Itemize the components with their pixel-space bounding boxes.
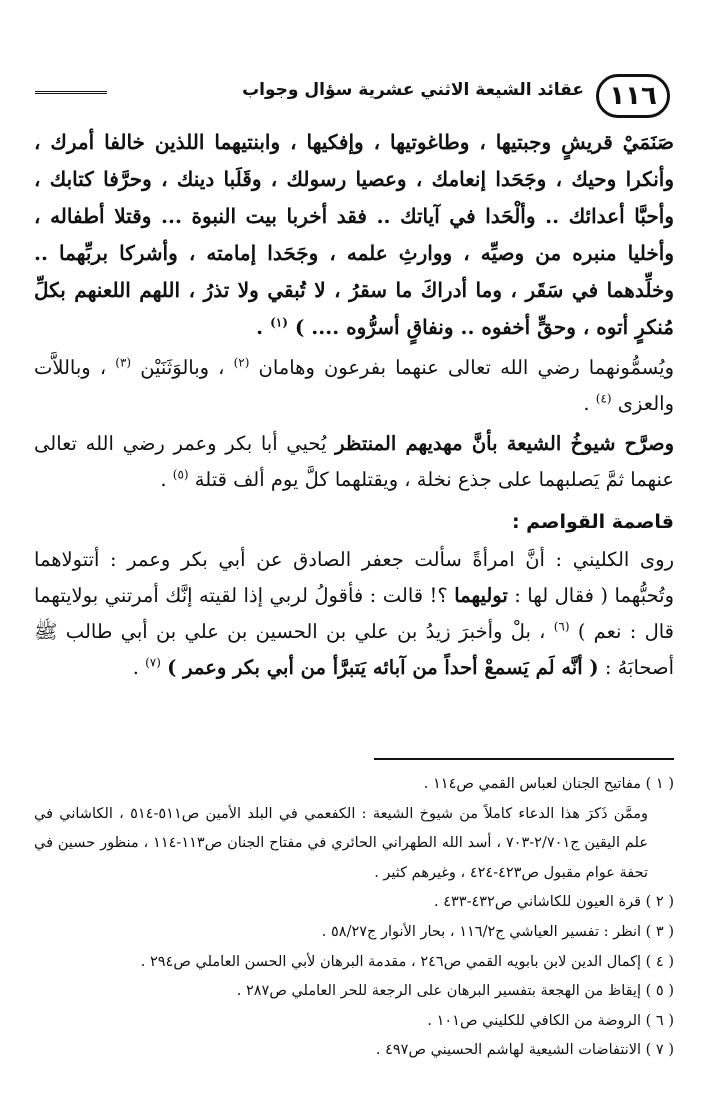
bold-run: ( أنَّه لَم يَسمعْ أحداً من آبائه يَتبرَّأ من أبي بكر وعمر ) [167, 656, 599, 679]
paragraph-kulaini [34, 542, 674, 686]
footnote-ref: (١) [270, 315, 288, 330]
footnotes [34, 770, 674, 1066]
footnote: ( ٥ ) إيقاظ من الهجعة بتفسير البرهان على الرجعة للحر العاملي ص٢٨٧ . [236, 983, 674, 1000]
main-text [34, 124, 674, 686]
footnote-ref: (٣) [115, 355, 132, 370]
footnote-divider [374, 758, 674, 760]
footnote-ref: (٦) [553, 619, 570, 634]
running-title: عقائد الشيعة الاثني عشرية سؤال وجواب [242, 80, 584, 100]
text-run: روى الكليني : أنَّ امرأةً سألت جعفر الصادق عن أبي بكر وعمر : أتتولاهما وتُحبُّهما ( فقال لها : [34, 548, 675, 607]
text-run: يُحيي أبا بكر وعمر رضي الله تعالى عنهما ثمَّ يَصلبهما على جذع نخلة ، ويقتلهما كلَّ يوم ألف قتلة [34, 432, 674, 491]
paragraph-names [34, 350, 674, 422]
paragraph-mahdi [34, 426, 674, 498]
section-heading: قاصمة القواصم : [511, 511, 674, 533]
text-run: . [583, 392, 596, 415]
quote-text: صَنَمَيْ قريشٍ وجبتيها ، وطاغوتيها ، وإفكيها ، وابنتيهما اللذين خالفا أمرك ، وأنكرا وحيك ، وجَحَدا إنعامك ، وعصيا رسولك ، وقَلَبا دينك ، وحرَّفا كتابك ، وأحبَّا أعدائك .. وألْحَدا في آياتك .. فقد أخربا بيت النبوة ... وقتلا أطفاله ، وأخليا منبره من وصيِّه ، ووارثِ علمه ، وجَحَدا إمامته ، وأشركا بربِّهما .. وخلِّدهما في سَقَر ، وما أدراكَ ما سقرُ ، لا تُبقي ولا تذرُ ، اللهم اللعنهم بكلِّ مُنكرٍ أتوه ، وحقٍّ أخفوه .. ونفاقٍ أسرُّوه .... ) [34, 130, 674, 339]
footnote: ( ٣ ) انظر : تفسير العياشي ج١١٦/٢ ، بحار الأنوار ج٥٨/٢٧ . [321, 923, 674, 940]
text-run: ، وباللاَّت والعزى [34, 356, 674, 415]
footnote-ref: (٧) [145, 655, 161, 670]
quote-end: . [256, 315, 271, 339]
footnote: ( ٤ ) إكمال الدين لابن بابويه القمي ص٢٤٦ ، مقدمة البرهان لأبي الحسن العاملي ص٢٩٤ . [140, 953, 674, 970]
header-rule [35, 91, 107, 97]
page-header [30, 70, 670, 130]
text-run: . [132, 656, 146, 679]
quote-paragraph [34, 124, 674, 346]
bold-run: توليهما [454, 584, 508, 607]
footnote-continuation: وممَّن ذَكرَ هذا الدعاء كاملاً من شيوخ الشيعة : الكفعمي في البلد الأمين ص٥١١-٥١٤ ، الكاشاني في علم اليقين ج٢/٧٠١-٧٠٣ ، أسد الله الطهراني الحائري في مفتاح الجنان ص١١٣-١١٤ ، منظور حسين في تحفة عوام مقبول ص٤٢٣-٤٢٤ ، وغيرهم كثير . [34, 805, 648, 881]
footnote-ref: (٢) [233, 355, 250, 370]
footnote: ( ٢ ) قرة العيون للكاشاني ص٤٣٢-٤٣٣ . [433, 894, 674, 911]
text-run: . [160, 468, 173, 491]
footnote-ref: (٤) [595, 391, 612, 406]
page-number: ١١٦ [596, 74, 670, 118]
text-run: ؟! قالت : فأقولُ لربي إذا لقيته إنَّك أمرتني بولايتهما قال : نعم ) [34, 584, 674, 643]
text-run: ، بلْ وأخبرَ زيدُ بن علي بن الحسين بن علي بن أبي طالب ﷺ أصحابَهُ : [34, 620, 674, 679]
footnote: ( ٧ ) الانتفاضات الشيعية لهاشم الحسيني ص٤٩٧ . [375, 1042, 674, 1059]
footnote: ( ٦ ) الروضة من الكافي للكليني ص١٠١ . [427, 1012, 674, 1029]
text-run: ويُسمُّونهما رضي الله تعالى عنهما بفرعون وهامان [258, 356, 675, 379]
bold-run: وصرَّح شيوخُ الشيعة بأنَّ مهديهم المنتظر [335, 432, 674, 455]
text-run: ، وبالوَثَنَيْن [140, 356, 234, 379]
footnote-ref: (٥) [172, 467, 189, 482]
footnote: ( ١ ) مفاتيح الجنان لعباس القمي ص١١٤ . [423, 776, 674, 792]
